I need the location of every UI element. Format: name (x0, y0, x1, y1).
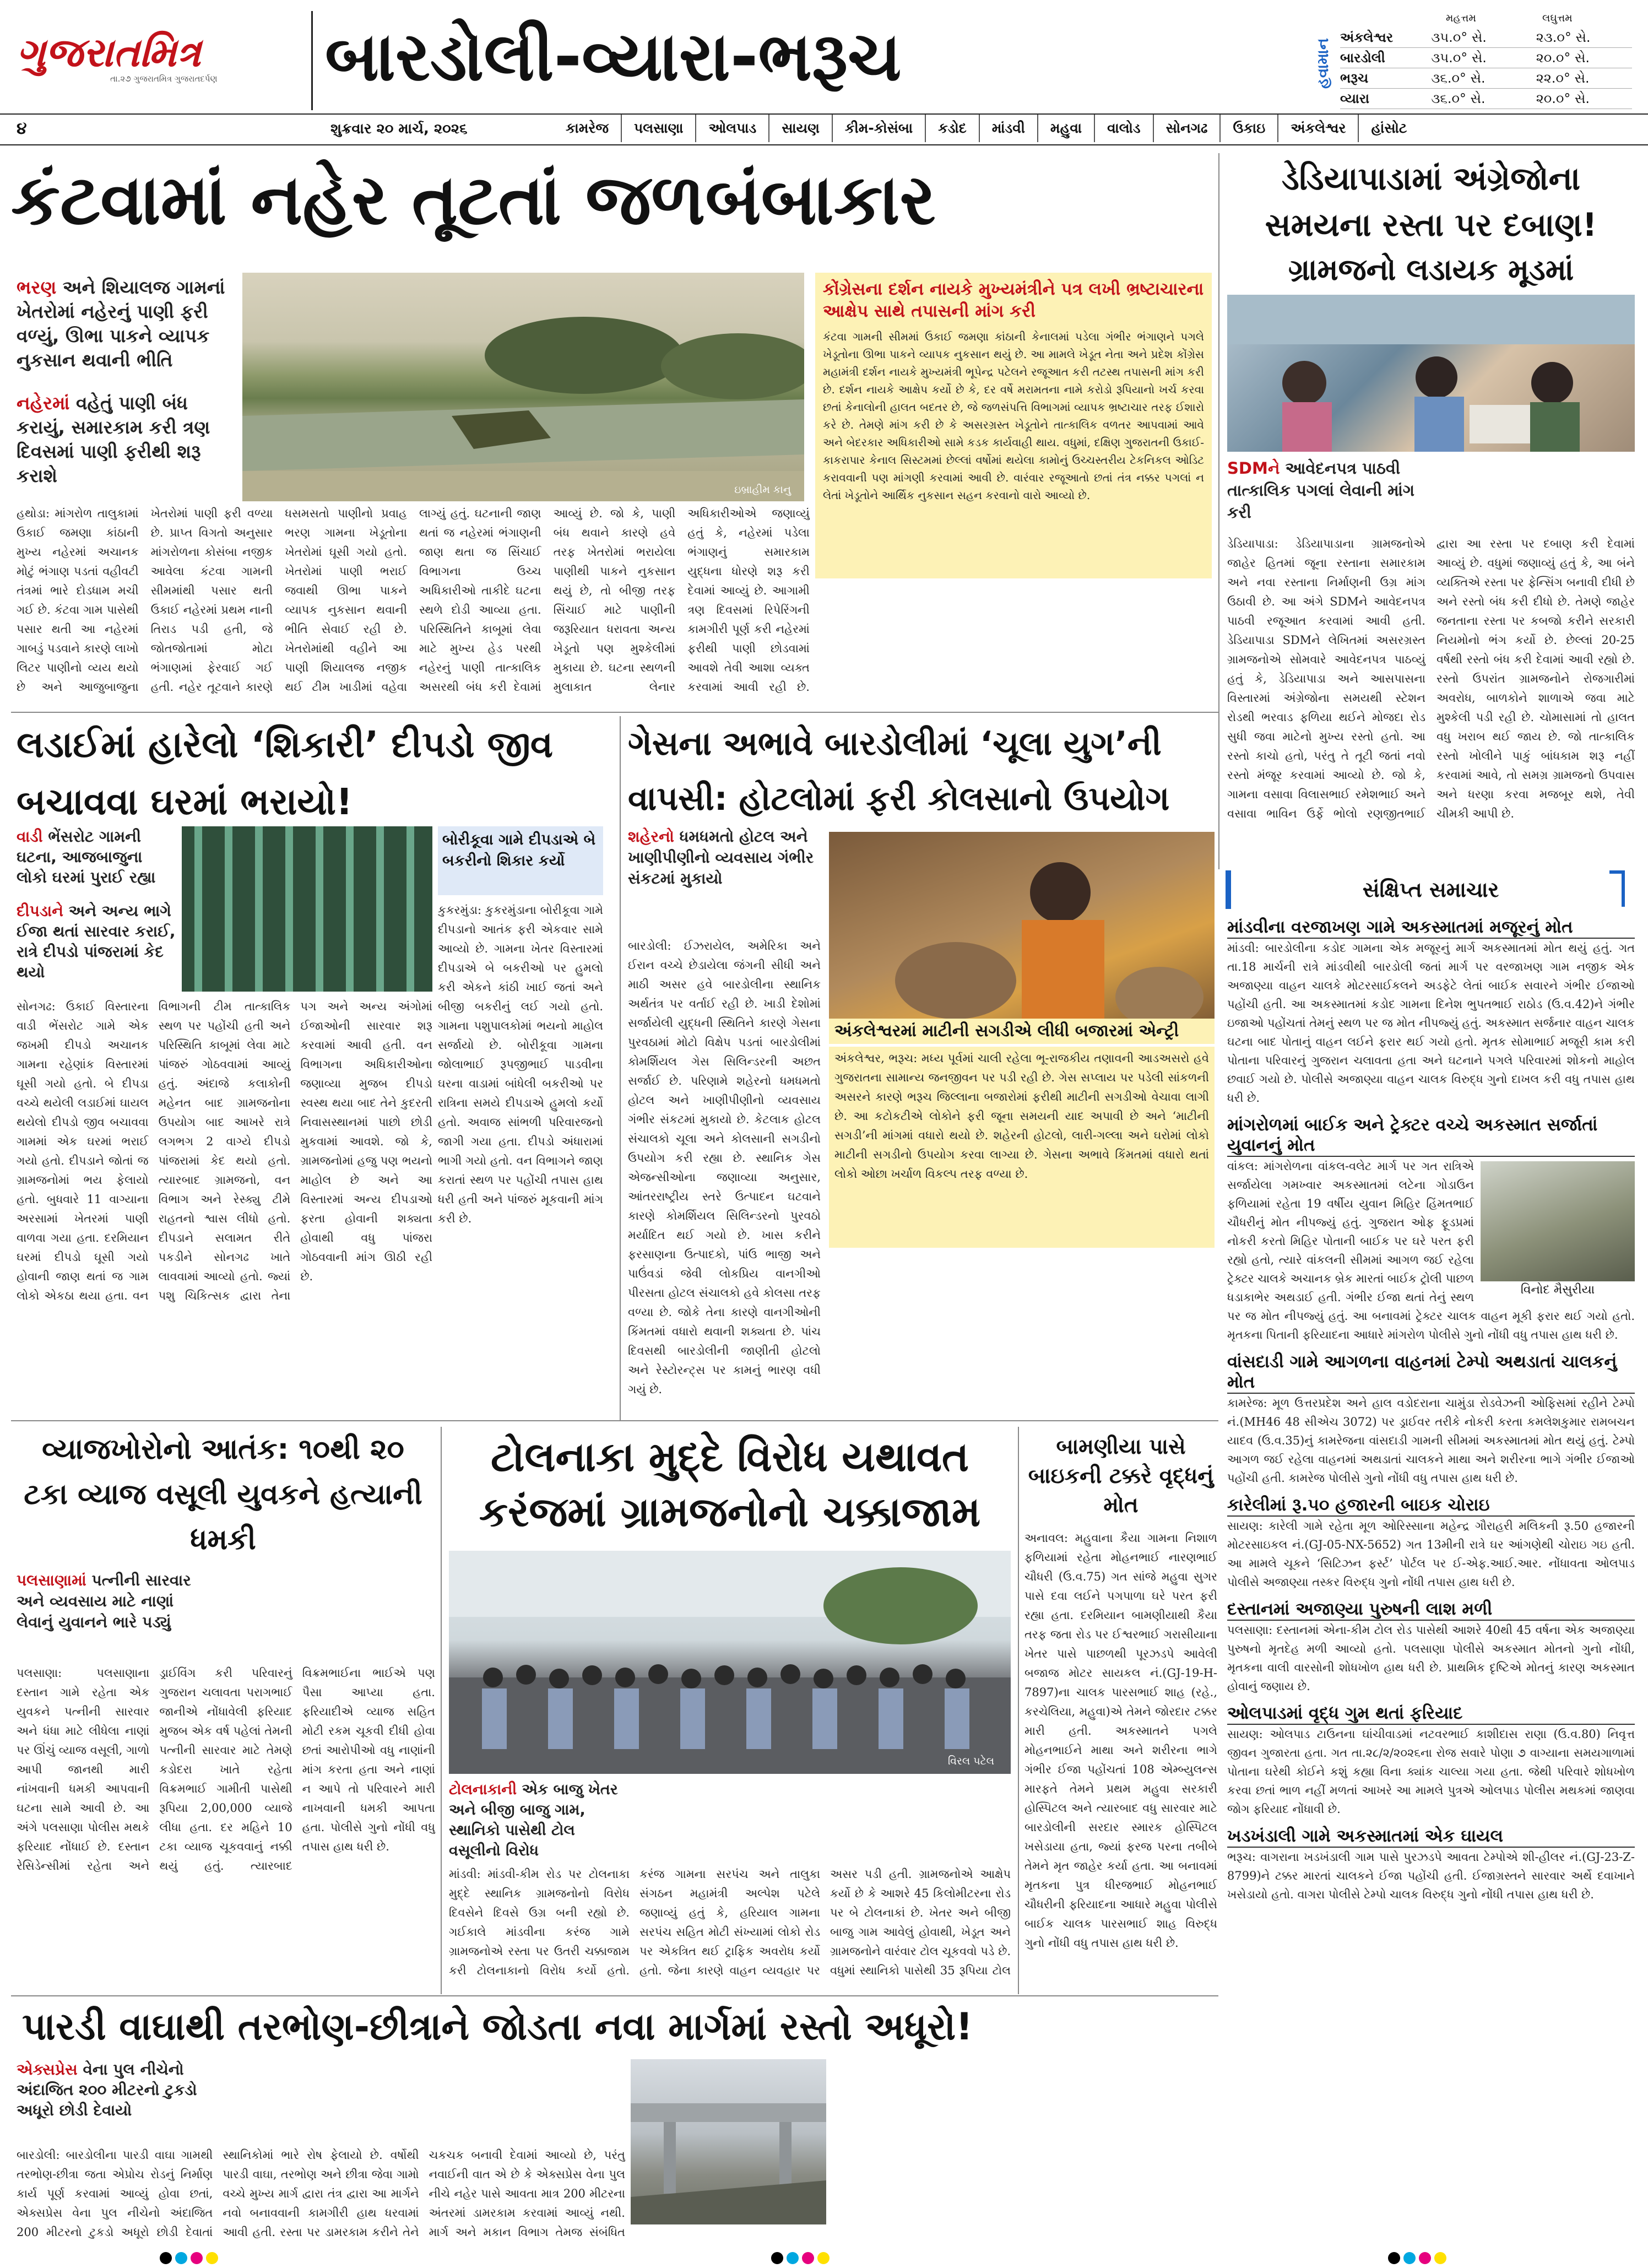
lead-sub1 (17, 275, 234, 372)
brief-text: સાયણ: કારેલી ગામે રહેતા મૂળ ઓરિસ્સાના મહેન્દ્ર ગૌરાહરી મલિકની રૂ.50 હજારની મોટરસાઇકલ નં.(GJ-05-NX-5652) ગત 13મીની રાત્રે ઘર આંગણેથી ચોરાઇ ગઇ હતી. આ મામલે ચૂકને ‘સિટિઝન ફર્સ્ટ’ પોર્ટલ પર ઈ-એફ.આઈ.આર. નોંધાવતા ઓલપાડ પોલીસે અજાણ્યા તસ્કર વિરુદ્ધ ગુનો નોંધી તપાસ હાથ ધરી છે. (1227, 1519, 1635, 1589)
brief-item (1227, 1826, 1635, 1904)
brief-item (1227, 1703, 1635, 1818)
nav-item[interactable]: હાંસોટ (1358, 115, 1419, 142)
congress-box-text: કંટવા ગામની સીમમાં ઉકાઈ જમણા કાંઠાની કેનાલમાં પડેલા ગંભીર ભંગાણને પગલે ખેડૂતોના ઊભા પાકને વ્યાપક નુકસાન થયું છે. આ મામલે ખેડૂત નેતા અને પ્રદેશ કોંગ્રેસ મહામંત્રી દર્શન નાયકે મુખ્યમંત્રી ભૂપેન્દ્ર પટેલને રજૂઆત કરી તટસ્થ તપાસની માંગ કરી છે. દર્શન નાયકે આક્ષેપ કર્યો છે કે, દર વર્ષે મરામતના નામે કરોડો રૂપિયાનો ખર્ચ કરવા છતાં કેનાલોની હાલત બદતર છે, જે જળસંપત્તિ વિભાગમાં વ્યાપક ભ્રષ્ટાચાર તરફ ઈશારો કરે છે. તેમણે માંગ કરી છે કે અસરગ્રસ્ત ખેડૂતોને તાત્કાલિક વળતર આપવામાં આવે અને બેદરકાર અધિકારીઓ સામે કડક કાર્યવાહી થાય. વધુમાં, દક્ષિણ ગુજરાતની ઉકાઈ-કાકરાપાર કેનાલ સિસ્ટમમાં છેલ્લાં વર્ષોમાં થયેલા કામોનું ઉચ્ચસ્તરીય ટેકનિકલ ઓડિટ કરાવવાની પણ માંગણી કરવામાં આવી છે. વારંવાર રજૂઆતો છતાં તંત્ર નક્કર પગલાં ન લેતાં ખેડૂતોને આર્થિક નુકસાન સહન કરવાનો વારો આવ્યો છે. (823, 330, 1204, 502)
nav-item[interactable]: માંડવી (979, 115, 1037, 142)
lead-sub2-text: વહેતું પાણી બંધ કરાયું, સમારકામ કરી ત્રણ દિવસમાં પાણી ફરીથી શરૂ કરાશે (17, 392, 210, 486)
pardi-sub-text: વેના પુલ નીચેનો અંદાજિત ૨૦૦ મીટરનો ટુકડો અધૂરો છોડી દેવાયો (17, 2060, 197, 2119)
brief-title: ઓલપાડમાં વૃદ્ધ ગુમ થતાં ફરિયાદ (1227, 1703, 1635, 1725)
brief-title: કારેલીમાં રૂ.૫૦ હજારની બાઇક ચોરાઇ (1227, 1495, 1635, 1517)
loan-sub-bold: પલસાણામાં (17, 1571, 86, 1589)
briefs-header (1226, 870, 1636, 909)
nav-item[interactable]: વાલોડ (1094, 115, 1153, 142)
lead-rule-right (1218, 153, 1219, 869)
rule-above-pardi (11, 1995, 1218, 1996)
weather-city: વ્યારા (1340, 91, 1370, 106)
toll-caption (449, 1779, 628, 1861)
borikuva-text: કુકરમુંડા: કુકરમુંડાના બોરીકૂવા ગામે દીપડાનો આતંક ફરી એકવાર સામે આવ્યો છે. ગામના ખેતર વિસ્તારમાં દીપડાએ બે બકરીઓ પર હુમલો કરી એકને કાંઠી ખાઈ જતાં અને બીજી બકરીનું લઈ ગયો હતો. ગામના પશુપાલકોમાં ભયનો માહોલ સર્જાયો છે. બોરીકૂવા ગામના જોલાભાઈ રૂપજીભાઈ પાડવીના ઘરના વાડામાં બાંધેલી બકરીઓ પર રાત્રિના સમયે દીપડાએ હુમલો કર્યો હતો. અવાજ સાંભળી પરિવારજનો જાગી ગયા હતા. દીપડો અંધારામાં ભાગી ગયો હતો. વન વિભાગને જાણ કરાતાં સ્થળ પર પહોંચી તપાસ હાથ ધરી હતી અને પાંજરું મૂકવાની માંગ કરી છે. (438, 903, 603, 1225)
logo-text: ગુજરાતમિત્ર (17, 29, 201, 75)
leopard-body: સોનગઢ: ઉકાઈ વિસ્તારના વાડી ભેંસરોટ ગામે એક જખમી દીપડો અચાનક ગામના રહેણાંક વિસ્તારમાં ઘૂસી ગયો હતો. બે દીપડા વચ્ચે થયેલી લડાઈમાં ઘાયલ થયેલો દીપડો જીવ બચાવવા ગામમાં એક ઘરમાં ભરાઈ ગયો હતો. દીપડાને જોતાં જ ગ્રામજનોમાં ભય ફેલાયો હતો. બુધવારે 11 વાગ્યાના અરસામાં ખેતરમાં પાણી વાળવા ગયા હતા. દરમિયાન ઘરમાં દીપડો ઘૂસી ગયો હોવાની જાણ થતાં જ ગામ લોકો એકઠા થયા હતા. વન વિભાગની ટીમ તાત્કાલિક સ્થળ પર પહોંચી હતી અને પરિસ્થિતિ કાબૂમાં લેવા માટે પાંજરું ગોઠવવામાં આવ્યું હતું. અંદાજે કલાકોની મહેનત બાદ ગ્રામજનોના ઉપયોગ બાદ આખરે રાત્રે લગભગ 2 વાગ્યે દીપડો પાંજરામાં કેદ થયો હતો. ત્યારબાદ ગ્રામજનો, વન વિભાગ અને રેસ્ક્યુ ટીમે રાહતનો શ્વાસ લીધો હતો. દીપડાને સલામત રીતે પકડીને સોનગઢ ખાતે લાવવામાં આવ્યો હતો. જ્યાં પશુ ચિકિત્સક દ્વારા તેના પગ અને અન્ય અંગોમાં ઈજાઓની સારવાર શરૂ કરવામાં આવી હતી. વન વિભાગના અધિકારીઓના જણાવ્યા મુજબ દીપડો સ્વસ્થ થયા બાદ તેને કુદરતી નિવાસસ્થાનમાં પાછો છોડી મુકવામાં આવશે. જો કે, ગ્રામજનોમાં હજુ પણ ભયનો માહોલ છે અને આ વિસ્તારમાં અન્ય દીપડાઓ ફરતા હોવાની શક્યતા હોવાથી વધુ પાંજરા ગોઠવવાની માંગ ઊઠી રહી છે. (17, 1000, 432, 1302)
nav-item[interactable]: પલસાણા (621, 115, 695, 142)
briefs-bracket (1609, 870, 1625, 907)
toll-caption-bold: ટોલનાકાની (449, 1781, 517, 1798)
pardi-body-right (832, 2059, 1217, 2249)
brief-text: વાંકલ: માંગરોળના વાંકલ-વલેટ માર્ગ પર ગત રાત્રિએ સર્જાયેલા ગમખ્વાર અકસ્માતમાં લટેના ગોડાઉન ફળિયામાં રહેતા 19 વર્ષીય યુવાન મિહિર હિંમતભાઈ ચૌધરીનું મોત નીપજ્યું હતું. ગુજરાત ઓફ ફૂડપ્રમાં નોકરી કરતો મિહિર પોતાની બાઈક પર ઘરે પરત ફરી રહ્યો હતો, ત્યારે વાંકલની સીમમાં આગળ જઈ રહેલા ટ્રેક્ટર ચાલકે અચાનક બ્રેક મારતાં બાઈક ટ્રોલી પાછળ ધડાકાભેર અથડાઈ હતી. ગંભીર ઈજા થતાં તેનું સ્થળ પર જ મોત નીપજ્યું હતું. આ બનાવમાં ટ્રેક્ટર ચાલક વાહન મૂકી ફરાર થઈ ગયો હતો. મૃતકના પિતાની ફરિયાદના આધારે માંગરોળ પોલીસે ગુનો નોંધી વધુ તપાસ હાથ ધરી છે. (1227, 1160, 1635, 1341)
weather-box (1314, 12, 1633, 109)
nav-item[interactable]: કામરેજ (566, 120, 609, 136)
pardi-body: બારડોલી: બારડોલીના પારડી વાઘા ગામથી તરભોણ-છીત્રા જતા એપ્રોચ રોડનું નિર્માણ કાર્ય પૂર્ણ કરવામાં આવ્યું હોવા છતાં, એક્સપ્રેસ વેના પુલ નીચેનો અંદાજિત 200 મીટરનો ટુકડો અધૂરો છોડી દેવાતાં સ્થાનિકોમાં ભારે રોષ ફેલાયો છે. વર્ષોથી પારડી વાઘા, તરભોણ અને છીત્રા જેવા ગામો વચ્ચે મુખ્ય માર્ગ દ્વારા તંત્ર દ્વારા આ માર્ગને નવો બનાવવાની કામગીરી હાથ ધરવામાં આવી હતી. રસ્તા પર ડામરકામ કરીને તેને ચકચક બનાવી દેવામાં આવ્યો છે, પરંતુ નવાઈની વાત એ છે કે એક્સપ્રેસ વેના પુલ નીચે નહેર પાસે આવતા માત્ર 200 મીટરના અંતરમાં ડામરકામ કરવામાં આવ્યું નથી. માર્ગ અને મકાન વિભાગ તેમજ સંબંધિત (17, 2148, 625, 2239)
toll-photo (449, 1551, 1011, 1774)
dediyapada-subhead: ગ્રામજનો લડાયક મૂડમાં (1288, 252, 1574, 287)
nav-item[interactable]: ઓલપાડ (695, 115, 768, 142)
nav-item[interactable]: અંકલેશ્વર (1277, 115, 1358, 142)
masthead-logo (17, 28, 303, 83)
toll-headline: ટોલનાકા મુદ્દે વિરોધ યથાવત કરંજમાં ગ્રામજનોનો ચક્કાજામ (479, 1433, 981, 1536)
congress-box (815, 273, 1212, 578)
weather-min: ૨૩.૦° સે. (1536, 30, 1591, 45)
gas-sub (628, 826, 821, 889)
sigdi-scene (829, 832, 1215, 1044)
registration-marks-left (160, 2252, 218, 2264)
toll-body-top (636, 1779, 1011, 1862)
bridge-photo (631, 2059, 826, 2224)
lead-sub2 (17, 391, 234, 488)
brief-title: માંગરોળમાં બાઈક અને ટ્રેક્ટર વચ્ચે અકસ્માત સર્જાતાં યુવાનનું મોત (1227, 1115, 1635, 1157)
weather-max: ૩૬.૦° સે. (1431, 91, 1486, 106)
crowd-scene (449, 1551, 1011, 1774)
gas-sub-text: ધમધમતો હોટલ અને ખાણીપીણીનો વ્યવસાય ગંભીર સંકટમાં મુકાયો (628, 827, 814, 887)
loan-body: પલસાણા: પલસાણાના દસ્તાન ગામે રહેતા એક યુવકને પત્નીની સારવાર અને ધંધા માટે લીધેલા નાણાં પર ઊંચું વ્યાજ વસૂલી, ગાળો આપી જાનથી મારી નાંખવાની ધમકી આપવાની ઘટના સામે આવી છે. આ અંગે પલસાણા પોલીસ મથકે ફરિયાદ નોંધાઈ છે. દસ્તાન રેસિડેન્સીમાં રહેતા અને ડ્રાઈવિંગ કરી પરિવારનું ગુજરાન ચલાવતા પરાગભાઈ જાનીએ નોંધાવેલી ફરિયાદ મુજબ એક વર્ષ પહેલાં તેમની પત્નીની સારવાર માટે તેમણે કડોદરા ખાતે રહેતા વિક્રમભાઈ ગામીતી પાસેથી રૂપિયા 2,00,000 વ્યાજે લીધા હતા. દર મહિને 10 ટકા વ્યાજ ચૂકવવાનું નક્કી થયું હતું. ત્યારબાદ વિક્રમભાઈના ભાઈએ પણ પૈસા આપ્યા હતા. ફરિયાદીએ વ્યાજ સહિત મોટી રકમ ચૂકવી દીધી હોવા છતાં આરોપીઓ વધુ નાણાંની માંગ કરતા હતા અને નાણાં ન આપે તો પરિવારને મારી નાખવાની ધમકી આપતા હતા. પોલીસે ગુનો નોંધી વધુ તપાસ હાથ ધરી છે. (17, 1666, 435, 1872)
lead-body: હથોડા: માંગરોળ તાલુકામાં ઉકાઈ જમણા કાંઠાની મુખ્ય નહેરમાં અચાનક મોટું ભંગાણ પડતાં વહીવટી તંત્રમાં ભારે દોડધામ મચી ગઈ છે. કંટવા ગામ પાસેથી પસાર થતી આ નહેરમાં ગાબડું પડવાને કારણે લાખો લિટર પાણીનો વ્યય થયો છે અને આજુબાજુના ખેતરોમાં પાણી ફરી વળ્યા છે. પ્રાપ્ત વિગતો અનુસાર માંગરોળના કોસંબા નજીક આવેલા કંટવા ગામની સીમમાંથી પસાર થતી ઉકાઈ નહેરમાં પ્રથમ નાની તિરાડ પડી હતી, જે જોતજોતામાં મોટા ભંગાણમાં ફેરવાઈ ગઈ હતી. નહેર તૂટવાને કારણે ધસમસતો પાણીનો પ્રવાહ ભરણ ગામના ખેડૂતોના ખેતરોમાં ઘૂસી ગયો હતો. ખેતરોમાં પાણી ભરાઈ જવાથી ઊભા પાકને વ્યાપક નુકસાન થવાની ભીતિ સેવાઈ રહી છે. ખેતરોમાંથી વહીને આ પાણી શિયાલજ નજીક થઈ ટીમ ખાડીમાં વહેવા લાગ્યું હતું. ઘટનાની જાણ થતાં જ નહેરમાં ભંગાણની જાણ થતા જ સિંચાઈ વિભાગના ઉચ્ચ અધિકારીઓ તાકીદે ઘટના સ્થળે દોડી આવ્યા હતા. પરિસ્થિતિને કાબૂમાં લેવા માટે મુખ્ય હેડ પરથી નહેરનું પાણી તાત્કાલિક અસરથી બંધ કરી દેવામાં આવ્યું છે. જો કે, પાણી બંધ થવાને કારણે હવે તરફ ખેતરોમાં ભરાયેલા પાણીથી પાકને નુકસાન થયું છે, તો બીજી તરફ સિંચાઈ માટે પાણીની જરૂરિયાત ધરાવતા અન્ય ખેડૂતો પણ મુશ્કેલીમાં મુકાયા છે. ઘટના સ્થળની મુલાકાત લેનાર અધિકારીઓએ જણાવ્યું હતું કે, નહેરમાં પડેલા ભંગાણનું સમારકામ યુદ્ધના ધોરણે શરૂ કરી દેવામાં આવ્યું છે. આગામી ત્રણ દિવસમાં રિપેરિંગની કામગીરી પૂર્ણ કરી નહેરમાં ફરીથી પાણી છોડવામાં આવશે તેવી આશા વ્યક્ત કરવામાં આવી રહી છે. (17, 507, 810, 694)
brief-item (1227, 1495, 1635, 1592)
nav-item[interactable]: ઉકાઇ (1219, 115, 1277, 142)
nav-item[interactable]: કીમ-કોસંબા (832, 115, 925, 142)
borikuva-title: બોરીકૂવા ગામે દીપડાએ બે બકરીનો શિકાર કર્યો (442, 831, 596, 869)
brief-text: સાયણ: ઓલપાડ ટાઉનના ઘાંચીવાડમાં નટવરભાઈ કાશીદાસ રાણા (ઉ.વ.80) નિવૃત્ત જીવન ગુજારતા હતા. ગત તા.૨૮/૨/૨૦૨૬ના રોજ સવારે પોણા ૭ વાગ્યાના સમયગાળામાં પોતાના ઘરેથી કોઈને કશું કહ્યા વિના ક્યાંક ચાલ્યા ગયા હતા. જેથી પરિવારે શોધખોળ કરવા છતાં ભાળ નહીં મળતાં આખરે આ મામલે પુત્રએ ઓલપાડ પોલીસ મથકમાં જાણવા જોગ ફરિયાદ નોંધાવી છે. (1227, 1728, 1635, 1816)
dediyapada-photo (1227, 295, 1635, 452)
canal-photo (242, 273, 804, 501)
lead-sub1-bold: ભરણ (17, 277, 57, 298)
lead-body-cont (815, 584, 1212, 708)
page-date: શુક્રવાર ૨૦ માર્ચ, ૨૦૨૬ (330, 121, 468, 137)
bridge-scene (631, 2059, 826, 2224)
brief-item (1227, 917, 1635, 1107)
weather-min: ૨૦.૦° સે. (1536, 91, 1590, 106)
registration-marks-mid (771, 2252, 830, 2264)
dediyapada-caption-bold: SDMને (1227, 459, 1280, 478)
leopard-sub1-text: ભેંસરોટ ગામની ઘટના, આજબાજુના લોકો ઘરમાં પુરાઈ રહ્યા (17, 827, 156, 886)
dediyapada-body: ડેડિયાપાડા: ડેડિયાપાડાના ગ્રામજનોએ જાહેર હિતમાં જૂના રસ્તાના સમારકામ અને નવા રસ્તાના નિર્માણની ઉગ્ર માંગ ઉઠાવી છે. આ અંગે SDMને આવેદનપત્ર પાઠવી રજૂઆત કરવામાં આવી હતી. ડેડિયાપાડા SDMને લેખિતમાં અસરગ્રસ્ત ગ્રામજનોએ સોમવારે આવેદનપત્ર પાઠવ્યું હતું કે, ડેડિયાપાડા અને આસપાસના વિસ્તારમાં અંગ્રેજોના સમયથી સ્ટેશન રોડથી ભરવાડ ફળિયા થઈને મોજદા રોડ સુધી જવા માટેનો મુખ્ય રસ્તો હતો. આ રસ્તો કાચો હતો, પરંતુ તે તૂટી જતાં નવો રસ્તો મંજૂર કરવામાં આવ્યો છે. જો કે, ગામના વસાવા વિલાસભાઈ રમેશભાઈ અને વસાવા ભાવિન ઉર્ફે ભોલો રણજીતભાઈ દ્વારા આ રસ્તા પર દબાણ કરી દેવામાં આવ્યું છે. વધુમાં જણાવ્યું હતું કે, આ બંને વ્યક્તિએ રસ્તા પર ફેન્સિંગ બનાવી દીધી છે અને રસ્તો બંધ કરી દીધો છે. તેમણે જાહેર જનતાના રસ્તા પર કબજો કરીને સરકારી નિયમોનો ભંગ કર્યો છે. છેલ્લાં 20-25 વર્ષથી રસ્તો બંધ કરી દેવામાં આવી રહ્યો છે. રસ્તો ઉપરાંત ગ્રામજનોને રોજગારીમાં અવરોધ, બાળકોને શાળાએ જવા માટે મુશ્કેલી પડી રહી છે. ચોમાસામાં તો હાલત વધુ ખરાબ થઈ જાય છે. જો તાત્કાલિક રસ્તો ખોલીને પાકું બાંધકામ શરૂ નહીં કરવામાં આવે, તો સમગ્ર ગ્રામજનો ઉપવાસ અને ધરણા કરવા મજબૂર થશે, તેવી ચીમકી આપી છે. (1227, 537, 1635, 820)
sigdi-caption: અંકલેશ્વરમાં માટીની સગડીએ લીધી બજારમાં એન્ટ્રી (829, 1019, 1215, 1044)
weather-col-min: લઘુત્તમ (1542, 12, 1573, 24)
rule-below-lead (11, 712, 1218, 713)
nav-item[interactable]: કડોદ (925, 115, 979, 142)
bamaniya-body: અનાવલ: મહુવાના કૈયા ગામના નિશાળ ફળિયામાં રહેતા મોહનભાઈ નારણભાઈ ચૌધરી (ઉ.વ.75) ગત સાંજે મહુવા સુગર પાસે દવા લઈને પગપાળા ઘરે પરત ફરી રહ્યા હતા. દરમિયાન બામણીયાથી કૈયા તરફ જતા રોડ પર ઈશ્વરભાઈ ગરાસીયાના ખેતર પાસે પાછળથી પૂરઝડપે આવેલી બજાજ મોટર સાયકલ નં.(GJ-19-H-7897)ના ચાલક પારસભાઈ શાહ (રહે., કરચેલિયા, મહુવા)એ તેમને જોરદાર ટક્કર મારી હતી. અકસ્માતને પગલે મોહનભાઈને માથા અને શરીરના ભાગે ગંભીર ઈજા પહોંચતાં 108 એમ્બ્યુલન્સ મારફતે તેમને પ્રથમ મહુવા સરકારી હોસ્પિટલ અને ત્યારબાદ વધુ સારવાર માટે બારડોલીની સરદાર સ્મારક હોસ્પિટલ ખસેડાયા હતા, જ્યાં ફરજ પરના તબીબે તેમને મૃત જાહેર કર્યા હતા. આ બનાવમાં મૃતકના પુત્ર ધીરજભાઈ મોહનભાઈ ચૌધરીની ફરિયાદના આધારે મહુવા પોલીસે બાઈક ચાલક પારસભાઈ શાહ વિરુદ્ધ ગુનો નોંધી વધુ તપાસ હાથ ધરી છે. (1024, 1531, 1217, 1950)
loan-headline: વ્યાજખોરોનો આતંક: ૧૦થી ૨૦ ટકા વ્યાજ વસૂલી યુવકને હત્યાની ધમકી (24, 1433, 422, 1556)
weather-col-max: મહત્તમ (1446, 12, 1476, 24)
leopard-sub2-bold: દીપડાને (17, 902, 63, 920)
page-number: ૪ (17, 119, 27, 138)
weather-min: ૨૦.૦° સે. (1536, 50, 1590, 66)
lead-sub1-text: અને શિયાલજ ગામનાં ખેતરોમાં નહેરનું પાણી ફરી વળ્યું, ઊભા પાકને વ્યાપક નુકસાન થવાની ભીતિ (17, 277, 225, 371)
weather-row (1340, 48, 1632, 68)
brief-item (1227, 1352, 1635, 1487)
borikuva-box (438, 826, 603, 895)
weather-row (1340, 68, 1632, 89)
rule-below-leopard (11, 1420, 1218, 1421)
congress-box-title: કોંગ્રેસના દર્શન નાયકે મુખ્યમંત્રીને પત્ર લખી ભ્રષ્ટાચારના આક્ષેપ સાથે તપાસની માંગ કરી (823, 279, 1204, 321)
brief-text: પલસાણા: દસ્તાનમાં એના-કીમ ટોલ રોડ પાસેથી આશરે 40થી 45 વર્ષના એક અજાણ્યા પુરુષનો મૃતદેહ મળી આવ્યો હતો. પલસાણા પોલીસે અકસ્માત મોતનો ગુનો નોંધી, મૃતકના વાલી વારસોની શોધખોળ હાથ ધરી છે. પ્રાથમિક દૃષ્ટિએ મોતનું કારણ અકસ્માત હોવાનું જણાય છે. (1227, 1623, 1635, 1693)
weather-max: ૩૬.૦° સે. (1431, 71, 1486, 86)
brief-title: વાંસદાડી ગામે આગળના વાહનમાં ટેમ્પો અથડાતાં ચાલકનું મોત (1227, 1352, 1635, 1394)
weather-city: અંકલેશ્વર (1340, 30, 1394, 45)
leopard-headline: લડાઈમાં હારેલો ‘શિકારી’ દીપડો જીવ બચાવવા ઘરમાં ભરાયો! (17, 723, 553, 823)
section-nav (554, 115, 1419, 142)
weather-row (1340, 28, 1632, 48)
toll-rule-right (1018, 1427, 1019, 1994)
lead-headline: કંટવામાં નહેર તૂટતાં જળબંબાકાર (11, 159, 936, 240)
brief-text: કામરેજ: મૂળ ઉત્તરપ્રદેશ અને હાલ વડોદરાના ચામુંડા રોડવેઝની ઓફિસમાં રહીને ટેમ્પો નં.(MH46 48 સીએચ 3072) પર ડ્રાઈવર તરીકે નોકરી કરતા કમલેશકુમાર રામબચન યાદવ (ઉ.વ.35)નું કામરેજના વાંસદાડી ગામની સીમમાં અકસ્માતમાં મોત થયું હતું. ટેમ્પો આગળ જઈ રહેલા વાહનમાં અથડાતાં ચાલકને માથા અને શરીરના ભાગે ગંભીર ઈજાઓ પહોંચી હતી. કામરેજ પોલીસે ગુનો નોંધી વધુ તપાસ હાથ ધરી છે. (1227, 1396, 1635, 1485)
pardi-sub (17, 2059, 212, 2120)
lead-sub2-bold: નહેરમાં (17, 392, 70, 414)
sigdi-text: અંકલેશ્વર, ભરૂચ: મધ્ય પૂર્વમાં ચાલી રહેલા ભૂ-રાજકીય તણાવની આડઅસરો હવે ગુજરાતના સામાન્ય જનજીવન પર પડી રહી છે. ગેસ સપ્લાય પર પડેલી સાંકળની અસરને કારણે ભરૂચ જિલ્લાના બજારોમાં ફરીથી માટીની સગડીઓ વેચાવા લાગી છે. આ કટોકટીએ લોકોને ફરી જૂના સમયની યાદ અપાવી છે અને ‘માટીની સગડી’ની માંગમાં વધારો થયો છે. શહેરની હોટલો, લારી-ગલ્લા અને ઘરોમાં લોકો માટીની સગડીનો ઉપયોગ કરવા લાગ્યા છે. ગેસના અભાવે કિંમતમાં વધારો થતાં લોકો ઓછા ખર્ચાળ વિકલ્પ તરફ વળ્યા છે. (829, 1047, 1215, 1248)
weather-label: હવામાન (1314, 38, 1332, 89)
weather-city: ભરૂચ (1340, 71, 1369, 86)
toll-photo-credit: વિરલ પટેલ (947, 1755, 994, 1767)
cage-bars (182, 826, 432, 992)
gas-headline: ગેસના અભાવે બારડોલીમાં ‘ચૂલા યુગ’ની વાપસી: હોટલોમાં ફરી કોલસાનો ઉપયોગ (628, 724, 1170, 818)
loan-sub-text: પત્નીની સારવાર અને વ્યવસાય માટે નાણાં લેવાનું યુવાનને ભારે પડ્યું (17, 1571, 191, 1631)
brief-text: માંડવી: બારડોલીના કડોદ ગામના એક મજૂરનું માર્ગ અકસ્માતમાં મોત થયું હતું. ગત તા.18 માર્ચની રાત્રે માંડવીથી બારડોલી જતાં માર્ગ પર વરજાખણ ગામ નજીક એક અજાણ્યા વાહન ચાલકે મોટરસાઈકલને અડફેટે લેતાં બાઈક સવારને ગંભીર ઈજાઓ પહોંચી હતી. આ અકસ્માતમાં કડોદ ગામના દિનેશ ભુપતભાઈ રાઠોડ (ઉ.વ.42)ને ગંભીર ઇજાઓ પહોંચતાં તેમનું સ્થળ પર જ મોત નીપજ્યું હતું. અકસ્માત સર્જનાર વાહન ચાલક ઘટના બાદ પોતાનું વાહન લઈને ફરાર થઈ ગયો હતો. મૃતક સોમાભાઈ મજૂરી કામ કરી પોતાના પરિવારનું ગુજરાન ચલાવતા હતા અને ઘટનાને પગલે પરિવારમાં શોકનો માહોલ છવાઈ ગયો છે. પોલીસે અજાણ્યા વાહન ચાલક વિરુદ્ધ ગુનો દાખલ કરી વધુ તપાસ હાથ ધરી છે. (1227, 941, 1635, 1105)
canal-photo-credit: ઇબ્રાહીમ કાનુ (734, 484, 791, 496)
leopard-sub2 (17, 901, 176, 982)
gas-body-cont (829, 1253, 1215, 1408)
weather-city: બારડોલી (1340, 50, 1385, 66)
brief-title: દસ્તાનમાં અજાણ્યા પુરુષની લાશ મળી (1227, 1599, 1635, 1621)
bike-photo (1481, 1161, 1635, 1299)
weather-max: ૩૫.૦° સે. (1431, 30, 1487, 45)
bamaniya-headline: બામણીયા પાસે બાઇકની ટક્કરે વૃદ્ધનું મોત (1028, 1435, 1214, 1518)
weather-max: ૩૫.૦° સે. (1431, 50, 1487, 66)
weather-table (1340, 28, 1632, 109)
toll-caption-text: એક બાજુ ખેતર અને બીજી બાજુ ગામ, સ્થાનિકો પાસેથી ટોલ વસૂલીનો વિરોધ (449, 1781, 618, 1859)
gas-body: બારડોલી: ઈઝરાયેલ, અમેરિકા અને ઈરાન વચ્ચે છેડાયેલા જંગની સીધી અને માઠી અસર હવે બારડોલીના સ્થાનિક અર્થતંત્ર પર વર્તાઈ રહી છે. ખાડી દેશોમાં સર્જાયેલી યુદ્ધની સ્થિતિને કારણે ગેસના પુરવઠામાં મોટો વિક્ષેપ પડતાં બારડોલીમાં કોમર્શિયલ ગેસ સિલિન્ડરની અછત સર્જાઈ છે. પરિણામે શહેરનો ધમધમતો હોટલ અને ખાણીપીણીનો વ્યવસાય ગંભીર સંકટમાં મુકાયો છે. કેટલાક હોટલ સંચાલકો ચૂલા અને કોલસાની સગડીનો ઉપયોગ કરી રહ્યા છે. સ્થાનિક ગેસ એજન્સીઓના જણાવ્યા અનુસાર, આંતરરાષ્ટ્રીય સ્તરે ઉત્પાદન ઘટવાને કારણે કોમર્શિયલ સિલિન્ડરનો પુરવઠો મર્યાદિત થઈ ગયો છે. ખાસ કરીને ફરસાણના ઉત્પાદકો, પાંઉ ભાજી અને પાઉંવડાં જેવી લોકપ્રિય વાનગીઓ પીરસતા હોટલ સંચાલકો હવે કોલસા તરફ વળ્યા છે. જોકે તેના કારણે વાનગીઓની કિંમતમાં વધારો થવાની શક્યતા છે. પાંચ દિવસથી બારડોલીની જાણીતી હોટલો અને રેસ્ટોરન્ટ્સ પર કામનું ભારણ વધી ગયું છે. (628, 939, 821, 1396)
briefs-title: સંક્ષિપ્ત સમાચાર (1362, 878, 1499, 902)
weather-row (1340, 89, 1632, 109)
weather-min: ૨૨.૦° સે. (1536, 71, 1590, 86)
loan-sub (17, 1570, 193, 1633)
dediyapada-caption-text: આવેદનપત્ર પાઠવી તાત્કાલિક પગલાં લેવાની માંગ કરી (1227, 459, 1415, 522)
pardi-sub-bold: એક્સપ્રેસ (17, 2060, 78, 2078)
edition-title: બારડોલી-વ્યારા-ભરૂચ (325, 18, 902, 96)
bike-photo-caption: વિનોદ મૈસુરીયા (1481, 1281, 1635, 1299)
nav-item[interactable]: સાયણ (768, 115, 832, 142)
sigdi-photo (829, 832, 1215, 1044)
masthead-divider (311, 11, 313, 110)
registration-marks-right (1388, 2252, 1446, 2264)
loan-rule-right (441, 1427, 442, 1994)
brief-item (1227, 1599, 1635, 1696)
nav-item[interactable]: મહુવા (1037, 115, 1094, 142)
leopard-sub1-bold: વાડી (17, 827, 43, 846)
leopard-sub1 (17, 826, 176, 887)
brief-item (1227, 1115, 1635, 1344)
nav-item[interactable]: સોનગઢ (1153, 115, 1220, 142)
logo-subtext: તા.૨૭ ગુજરાતમિત્ર ગુજરાતદર્પણ (110, 74, 218, 84)
brief-text: ભરૂચ: વાગરાના ખડખંડાલી ગામ પાસે પુરઝડપે આવતા ટેમ્પોએ શી-હીલર નં.(GJ-23-Z-8799)ને ટક્કર મારતાં ચાલકને ઈજા પહોંચી હતી. ઈજાગ્રસ્તને સારવાર અર્થે દવાખાને ખસેડાયો હતો. વાગરા પોલીસે ટેમ્પો ચાલક વિરુદ્ધ ગુનો નોંધી તપાસ હાથ ધરી છે. (1227, 1850, 1635, 1901)
leopard-rule-right (620, 716, 621, 1421)
pardi-headline: પારડી વાઘાથી તરભોણ-છીત્રાને જોડતા નવા માર્ગમાં રસ્તો અધૂરો! (22, 2005, 973, 2049)
gas-sub-bold: શહેરનો (628, 827, 674, 846)
cage-photo (182, 826, 432, 992)
dediyapada-headline: ડેડિયાપાડામાં અંગ્રેજોના સમયના રસ્તા પર દબાણ! (1265, 160, 1597, 243)
brief-title: ખડખંડાલી ગામે અકસ્માતમાં એક ઘાયલ (1227, 1826, 1635, 1848)
office-scene (1227, 295, 1635, 452)
briefs-list (1227, 917, 1635, 2261)
leopard-sub2-text: અને અન્ય ભાગે ઈજા થતાં સારવાર કરાઈ, રાત્રે દીપડો પાંજરામાં કેદ થયો (17, 902, 176, 981)
toll-body: માંડવી: માંડવી-કીમ રોડ પર ટોલનાકા મુદ્દે સ્થાનિક ગ્રામજનોનો વિરોધ દિવસેને દિવસે ઉગ્ર બની રહ્યો છે. ગઈકાલે માંડવીના કરંજ ગામે ગ્રામજનોએ રસ્તા પર ઉતરી ચક્કાજામ કરી ટોલનાકાનો વિરોધ કર્યો હતો. કરંજ ગામના સરપંચ અને તાલુકા સંગઠન મહામંત્રી અલ્પેશ પટેલે જણાવ્યું હતું કે, હરિયાલ ગામના સરપંચ સહિત મોટી સંખ્યામાં લોકો રોડ પર એકત્રિત થઈ ટ્રાફિક અવરોધ કર્યો હતો. જેના કારણે વાહન વ્યવહાર પર અસર પડી હતી. ગ્રામજનોએ આક્ષેપ કર્યો છે કે આશરે 45 કિલોમીટરના રોડ પર બે ટોલનાકાં છે. ખેતર અને બીજી બાજુ ગામ આવેલું હોવાથી, ખેડૂત અને ગ્રામજનોને વારંવાર ટોલ ચૂકવવો પડે છે. વધુમાં સ્થાનિકો પાસેથી 35 રૂપિયા ટોલ (449, 1868, 1011, 1977)
canal-scene (242, 273, 804, 501)
dediyapada-caption (1227, 457, 1423, 523)
brief-title: માંડવીના વરજાખણ ગામે અકસ્માતમાં મજૂરનું મોત (1227, 917, 1635, 939)
